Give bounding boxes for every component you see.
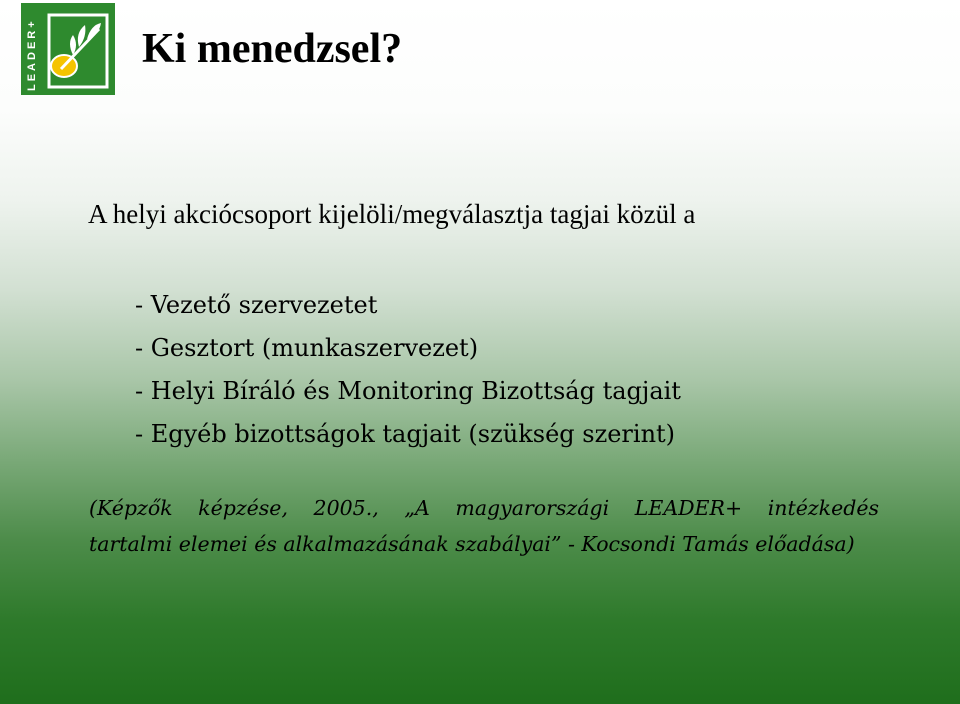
slide-title: Ki menedzsel? bbox=[142, 26, 403, 72]
intro-text: A helyi akciócsoport kijelöli/megválasztja tagjai közül a bbox=[88, 199, 696, 229]
member-list bbox=[135, 284, 681, 456]
logo-text: LEADER+ bbox=[26, 18, 38, 91]
list-item: - Vezető szervezetet bbox=[135, 291, 378, 319]
list-item: - Egyéb bizottságok tagjait (szükség szerint) bbox=[135, 420, 676, 448]
source-line-1: (Képzők képzése, 2005., „A magyarországi LEADER+ intézkedés bbox=[89, 496, 879, 520]
list-item: - Gesztort (munkaszervezet) bbox=[135, 334, 479, 362]
source-citation bbox=[89, 490, 879, 562]
list-item: - Helyi Bíráló és Monitoring Bizottság tagjait bbox=[135, 377, 681, 405]
leader-logo bbox=[21, 3, 115, 95]
source-line-2: tartalmi elemei és alkalmazásának szabályai” - Kocsondi Tamás előadása) bbox=[89, 532, 855, 556]
